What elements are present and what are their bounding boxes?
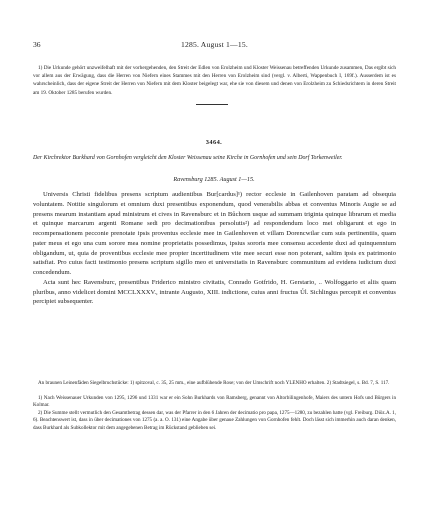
document-number: 3464.: [205, 139, 223, 146]
footnotes: [33, 395, 396, 432]
document-regest: Der Kirchrektor Burkhard von Gornhofen vergleicht den Kloster Weissenau seine Kirche in Gornhofen und sein Dorf Torkenweiler.: [33, 155, 343, 161]
document-body: [33, 190, 396, 307]
seal-note: An braunen Leinenfäden Siegelbruchstücke: 1) spitzoval, c. 35, 25 mm., eine aufblühende Rose; von der Umschrift noch YLENHO erhalten. 2) Stadtsiegel, s. Bd. 7, S. 117.: [38, 380, 390, 386]
footnote: 2) Die Summe stellt vermutlich den Gesamtbetrag dessen dar, was der Pfarrer in den 6 Jahren der decimatio pro papa, 1275—1280, zu bezahlen hatte (vgl. Freiburg. Diöz.A. 1, 6). Beachtenswert ist, dass in über decimationes von 1275 (a. a. O. 131) eine Angabe über genaue Zahlungen von Gornhofen fehlt. Doch lässt sich immerhin auch daran denken, dass Burkhard als Subkollektor mit dem angegebenen Betrag im Rückstand geblieben sei.: [33, 409, 396, 431]
body-paragraph: Universis Christi fidelibus presens scriptum audientibus Bur[cardus]¹) rector ecclesie in Gailenhoven paratam ad obsequia voluntatem. Notitie singulorum et omnium duxi presentibus exponendum, quod venerabilis abbas et conventus Minoris Augie se ad presens mearum instantiam apud ministrum et cives in Ravensburc et in Bůchorn usque ad summam triginta quinque librarum et media et quinque marcarum argenti Romane sedi pro decimationibus persolutis²) ad respondendum loco mei obligarunt et ego in recompensationem pecconie prenotate ipsis proventus ecclesie mee in Gailenhoven et villam Dorencwilar cum suis pertinentiis, quam pater meus et ego una cum sorore mea nomine proprietatis possedimus, ipsius sororis mee consensu accedente duxi ad quinquennium obligandum, ut, quia de proventibus ecclesie mee propter incertitudinem vite mee securi esse non poterant, saltim ipsis ex patrimonio satisfiat. Pro cuius facti testimonio presens scriptum sigillo meo et universitatis in Ravensburc communitum ad evidens iudicium duxi concedendum.: [33, 191, 396, 276]
running-title: 1285. August 1—15.: [181, 40, 248, 49]
footnote: 1) Nach Weissenauer Urkunden von 1295, 1296 und 1331 war er ein Sohn Burkhards von Ramsberg, genannt von Altorbilingenhofe, Maiers des untern Hofs und Bürgers in Kolmar.: [33, 395, 396, 409]
body-paragraph: Acta sunt hec Ravensburc, presentibus Friderico ministro civitatis, Conrado Gotfrido, H. Gerstario, .. Wolfoggario et aliis quam pluribus, anno videlicet domini MCCLXXXV., intrante Augusto, XIII. indictione, cuius anni fructus Ůl. Sichlingus percepit et conventus percipiet subsequenter.: [33, 278, 396, 306]
section-divider: [196, 104, 228, 105]
carryover-footnote: 1) Die Urkunde gehört unzweifelhaft mit der vorhergehenden, den Streit der Edlen von Erolzheim und Kloster Weissenau betreffenden Urkunde zusammen, Das ergibt sich vor allem aus der Erwägung, dass die Herren von Niefern eines Stammes mit den Herren von Erolzheim sind (vergl. v. Alberti, Wappenbuch I, 169f.). Ausserdem ist es wahrscheinlich, dass der eigene Streit der Herren von Niefern mit dem Kloster beigelegt war, ehe sie von diesem und denen von Erolzheim zu Schiedsrichtern in deren Streit am 19. Oktober 1285 berufen wurden.: [33, 65, 396, 96]
document-dateline: Ravensburg 1285. August 1—15.: [173, 176, 255, 183]
page-header: [33, 40, 396, 52]
page-number: 36: [33, 40, 41, 49]
